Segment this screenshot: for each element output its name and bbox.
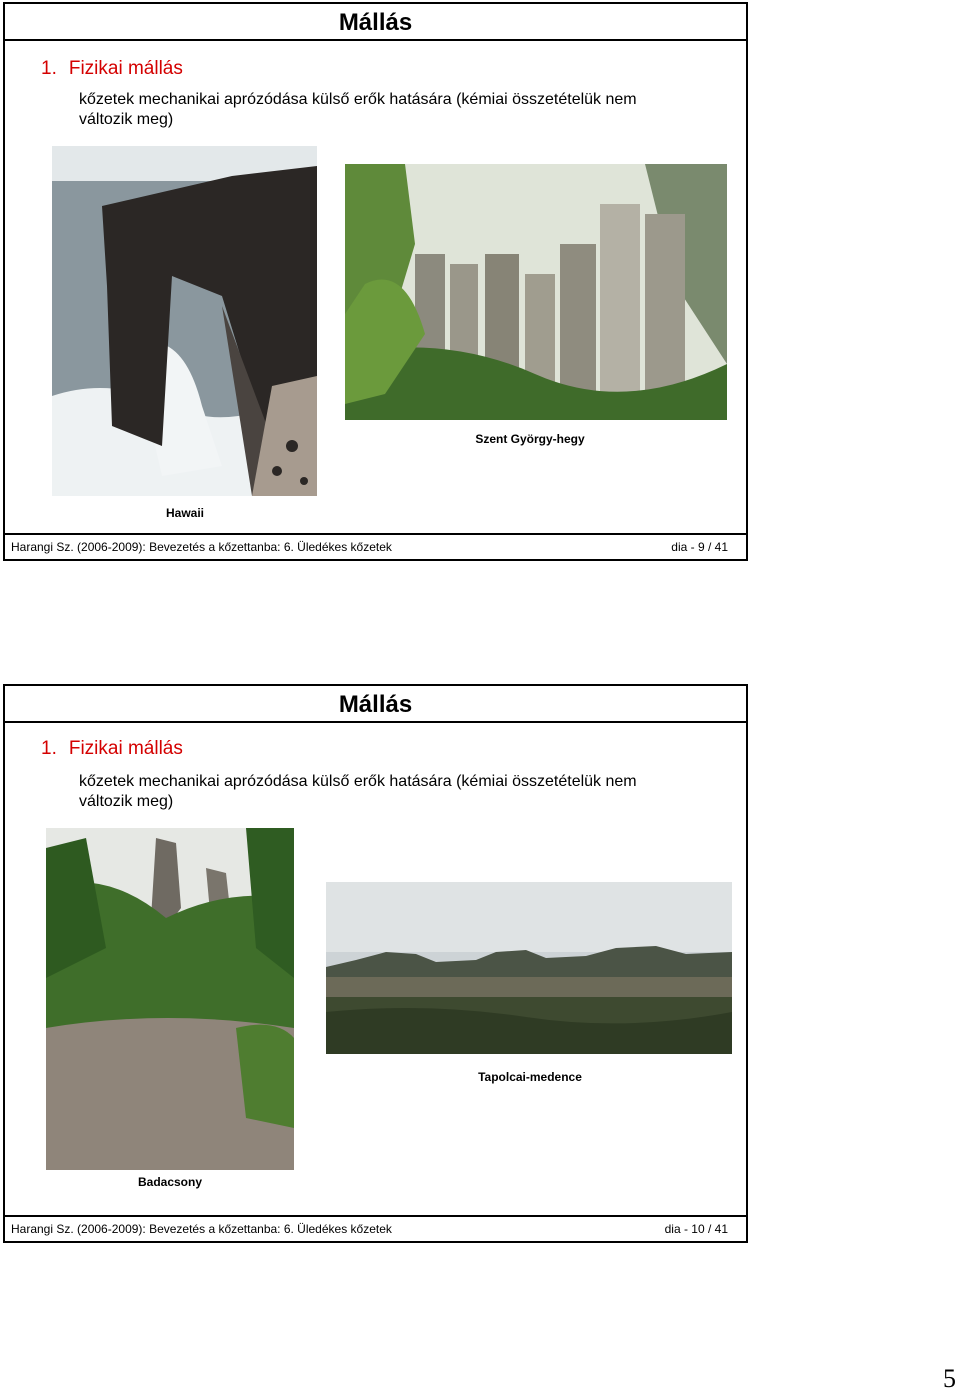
footer-citation: Harangi Sz. (2006-2009): Bevezetés a kőzettanba: 6. Üledékes kőzetek bbox=[11, 540, 392, 554]
photo-caption: Szent György-hegy bbox=[475, 432, 585, 446]
heading-text: Fizikai mállás bbox=[68, 738, 183, 759]
photo-caption: Badacsony bbox=[137, 1175, 203, 1189]
section-heading bbox=[41, 58, 183, 80]
heading-number: 1. bbox=[41, 738, 57, 759]
slide-2 bbox=[3, 684, 748, 1243]
description: kőzetek mechanikai aprózódása külső erők hatására (kémiai összetételük nem változik meg) bbox=[79, 773, 637, 810]
photo-badacsony bbox=[46, 828, 294, 1170]
page-number: 5 bbox=[943, 1364, 956, 1393]
heading-number: 1. bbox=[41, 58, 57, 79]
photo-tapolcai-medence bbox=[326, 882, 732, 1054]
slide-1 bbox=[3, 2, 748, 561]
slide-footer bbox=[5, 1215, 746, 1241]
description: kőzetek mechanikai aprózódása külső erők hatására (kémiai összetételük nem változik meg) bbox=[79, 91, 637, 128]
photo-hawaii bbox=[52, 146, 317, 496]
slide-footer bbox=[5, 533, 746, 559]
slide-title: Mállás bbox=[5, 4, 746, 41]
slide-counter: dia - 10 / 41 bbox=[664, 1222, 728, 1236]
section-heading bbox=[41, 738, 183, 760]
slide-counter: dia - 9 / 41 bbox=[671, 540, 728, 554]
photo-szent-gyorgy-hegy bbox=[345, 164, 727, 420]
heading-text: Fizikai mállás bbox=[68, 58, 183, 79]
slide-title: Mállás bbox=[5, 686, 746, 723]
photo-caption: Tapolcai-medence bbox=[478, 1070, 582, 1084]
photo-caption: Hawaii bbox=[165, 506, 204, 520]
footer-citation: Harangi Sz. (2006-2009): Bevezetés a kőzettanba: 6. Üledékes kőzetek bbox=[11, 1222, 392, 1236]
